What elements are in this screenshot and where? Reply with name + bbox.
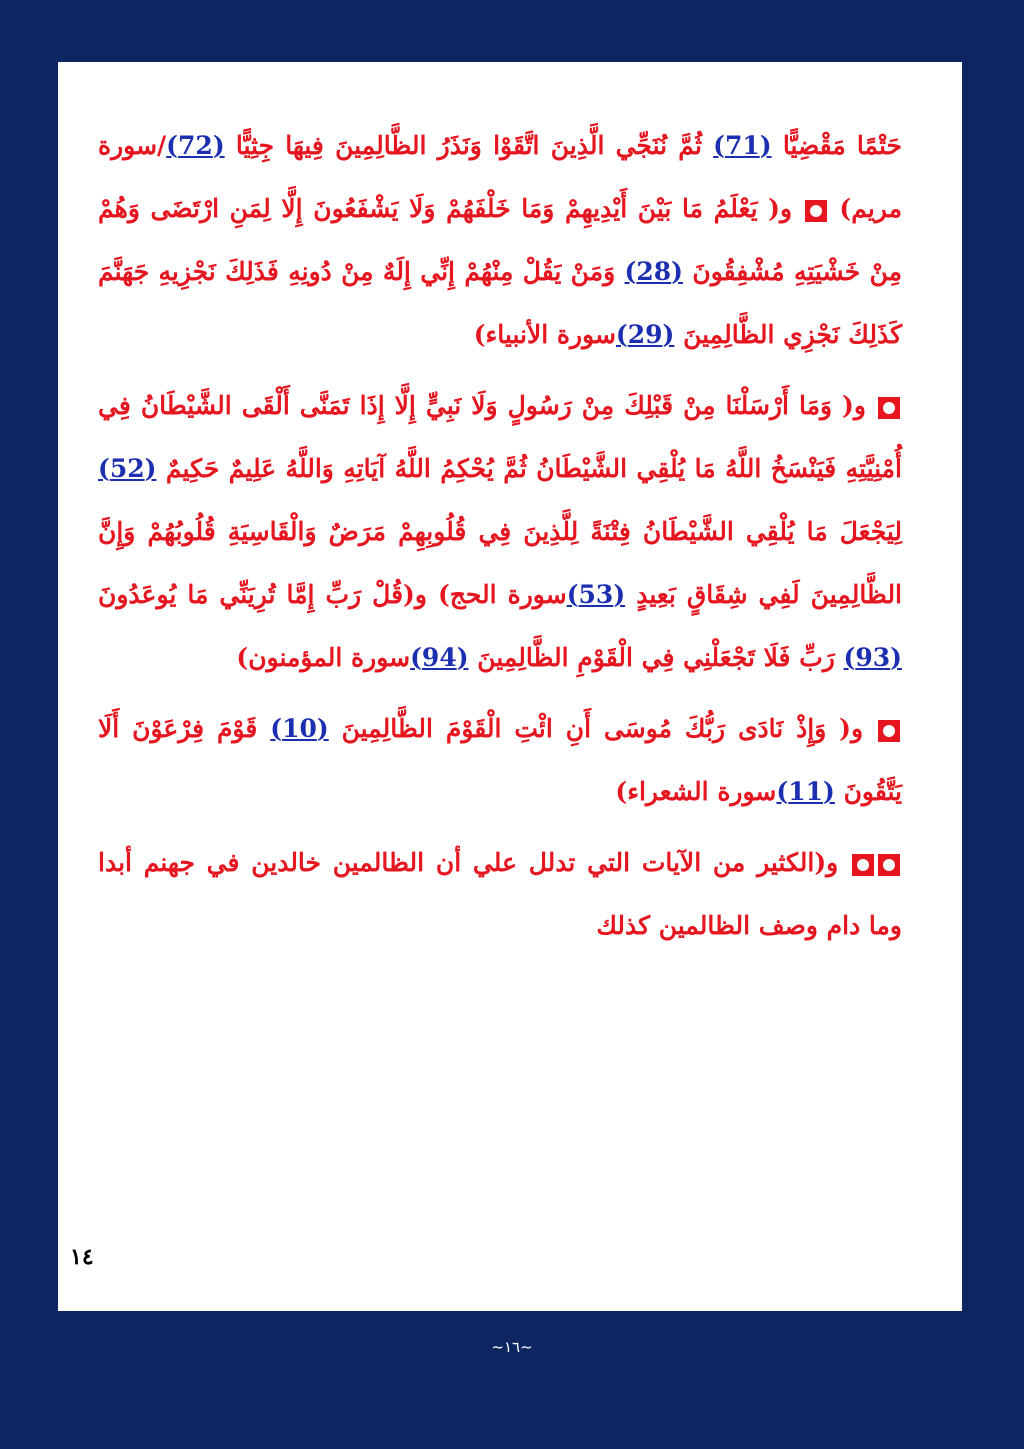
circle-in-square-icon — [805, 200, 827, 222]
paragraph-text: و( وَإِذْ نَادَى رَبُّكَ مُوسَى أَنِ ائْتِ الْقَوْمَ الظَّالِمِينَ — [328, 714, 876, 743]
paragraph-text: و(الكثير من الآيات التي تدلل علي أن الظالمين خالدين في جهنم أبدا وما دام وصف الظالمين كذلك — [98, 848, 902, 940]
verse-number: (94) — [410, 643, 469, 672]
verse-number: (52) — [98, 454, 157, 483]
footer-page-number: ~١٦~ — [491, 1338, 533, 1356]
verse-number: (11) — [776, 777, 835, 806]
circle-in-square-icon — [878, 720, 900, 742]
paragraph-text: قَوْمَ فِرْعَوْنَ أَلَا يَتَّقُونَ — [98, 714, 902, 806]
paragraph-text: سورة الشعراء) — [615, 777, 777, 806]
page-number: ١٤ — [70, 1244, 94, 1270]
circle-in-square-icon — [878, 397, 900, 419]
paragraph — [98, 114, 902, 366]
paragraph-text: لِيَجْعَلَ مَا يُلْقِي الشَّيْطَانُ فِتْنَةً لِلَّذِينَ فِي قُلُوبِهِمْ مَرَضٌ وَالْقَاسِيَةِ قُلُوبُهُمْ وَإِنَّ الظَّالِمِينَ لَفِي شِقَاقٍ بَعِيدٍ — [98, 517, 903, 609]
verse-number: (28) — [624, 257, 683, 286]
verse-number: (10) — [270, 714, 329, 743]
paragraph — [98, 831, 902, 957]
verse-number: (71) — [713, 131, 772, 160]
paragraph — [98, 697, 902, 823]
circle-in-square-icon — [852, 854, 874, 876]
document-page — [58, 62, 962, 1311]
verse-number: (29) — [615, 320, 675, 349]
paragraph-text: /سورة مريم) — [98, 131, 902, 223]
verse-number: (93) — [843, 643, 902, 672]
paragraph-text: حَتْمًا مَقْضِيًّا — [771, 131, 902, 160]
paragraph-text: سورة الأنبياء) — [473, 320, 616, 349]
verse-number: (53) — [566, 580, 626, 609]
paragraph — [98, 374, 902, 689]
document-body — [98, 114, 902, 965]
paragraph-text: و( وَمَا أَرْسَلْنَا مِنْ قَبْلِكَ مِنْ رَسُولٍ وَلَا نَبِيٍّ إِلَّا إِذَا تَمَنَّى أَلْقَى الشَّيْطَانُ فِي أُمْنِيَّتِهِ فَيَنْسَخُ اللَّهُ مَا يُلْقِي الشَّيْطَانُ ثُمَّ يُحْكِمُ اللَّهُ آيَاتِهِ وَاللَّهُ عَلِيمٌ حَكِيمٌ — [98, 391, 902, 483]
paragraph-text: وَمَنْ يَقُلْ مِنْهُمْ إِنِّي إِلَهٌ مِنْ دُونِهِ فَذَلِكَ نَجْزِيهِ جَهَنَّمَ كَذَلِكَ نَجْزِي الظَّالِمِينَ — [98, 257, 902, 349]
circle-in-square-icon — [878, 854, 900, 876]
paragraph-text: و( يَعْلَمُ مَا بَيْنَ أَيْدِيهِمْ وَمَا خَلْفَهُمْ وَلَا يَشْفَعُونَ إِلَّا لِمَنِ ارْتَضَى وَهُمْ مِنْ خَشْيَتِهِ مُشْفِقُونَ — [98, 194, 902, 286]
paragraph-text: ثُمَّ نُنَجِّي الَّذِينَ اتَّقَوْا وَنَذَرُ الظَّالِمِينَ فِيهَا جِثِيًّا — [224, 131, 714, 160]
paragraph-text: سورة الحج) و(قُلْ رَبِّ إِمَّا تُرِيَنِّي مَا يُوعَدُونَ — [98, 580, 567, 609]
paragraph-text: رَبِّ فَلَا تَجْعَلْنِي فِي الْقَوْمِ الظَّالِمِينَ — [468, 643, 844, 672]
verse-number: (72) — [166, 131, 225, 160]
paragraph-text: سورة المؤمنون) — [236, 643, 411, 672]
